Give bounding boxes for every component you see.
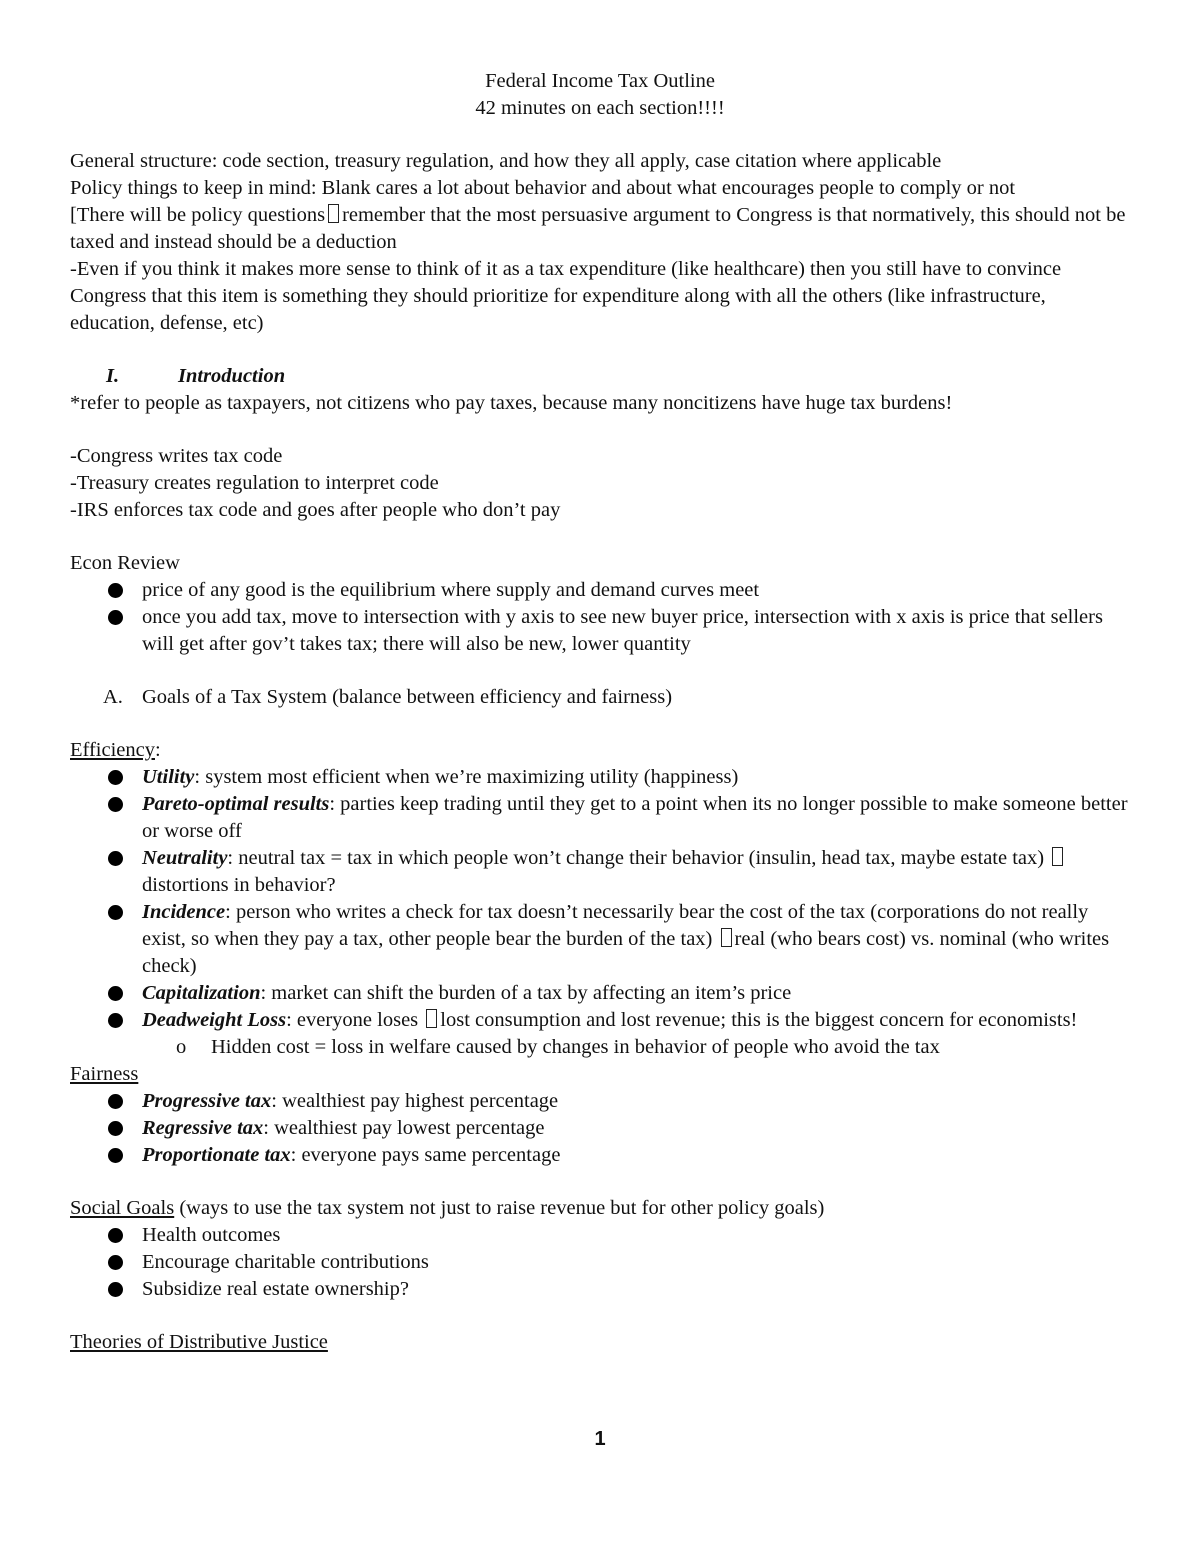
placeholder-glyph-icon (426, 1009, 437, 1028)
role-congress: -Congress writes tax code (70, 445, 283, 467)
bullet-icon (108, 1094, 123, 1109)
fairness-list (70, 1088, 1130, 1169)
bullet-icon (108, 905, 123, 920)
list-item: price of any good is the equilibrium where supply and demand curves meet (70, 577, 1130, 604)
list-item: Progressive tax: wealthiest pay highest percentage (70, 1088, 1130, 1115)
bullet-icon (108, 986, 123, 1001)
list-item: Encourage charitable contributions (70, 1249, 1130, 1276)
sub-bullet-icon: o (176, 1036, 187, 1058)
policy-line: Policy things to keep in mind: Blank cares a lot about behavior and about what encourages people to comply or not (70, 177, 1016, 199)
social-goals-list (70, 1222, 1130, 1303)
list-item: Deadweight Loss: everyone loses lost consumption and lost revenue; this is the biggest concern for economists! (70, 1007, 1130, 1034)
role-irs: -IRS enforces tax code and goes after people who don’t pay (70, 499, 561, 521)
econ-review-list (70, 577, 1130, 658)
document-title: Federal Income Tax Outline (485, 70, 715, 92)
bullet-icon (108, 583, 123, 598)
bullet-icon (108, 1255, 123, 1270)
list-item: Pareto-optimal results: parties keep trading until they get to a point when its no longer possible to make someone better or worse off (70, 791, 1130, 845)
efficiency-heading: Efficiency: (70, 739, 161, 761)
list-item: Utility: system most efficient when we’re maximizing utility (happiness) (70, 764, 1130, 791)
page-number: 1 (594, 1428, 606, 1450)
bullet-icon (108, 1148, 123, 1163)
fairness-heading: Fairness (70, 1063, 139, 1085)
list-item: Subsidize real estate ownership? (70, 1276, 1130, 1303)
section-number: I. (106, 365, 120, 387)
list-item: Regressive tax: wealthiest pay lowest percentage (70, 1115, 1130, 1142)
tax-expenditure-line: -Even if you think it makes more sense to think of it as a tax expenditure (like healthcare) then you still have to convince Congress that this item is something they should prioritize for expenditure along with all the others (like infrastructure, education, defense, etc) (70, 258, 1062, 334)
econ-review-heading: Econ Review (70, 552, 180, 574)
list-item: Capitalization: market can shift the burden of a tax by affecting an item’s price (70, 980, 1130, 1007)
efficiency-list (70, 764, 1130, 1034)
taxpayers-note: *refer to people as taxpayers, not citizens who pay taxes, because many noncitizens have huge tax burdens! (70, 392, 953, 414)
bullet-icon (108, 1013, 123, 1028)
policy-questions-line: [There will be policy questions remember that the most persuasive argument to Congress is that normatively, this should not be taxed and instead should be a deduction (70, 204, 1126, 253)
list-item: Neutrality: neutral tax = tax in which people won’t change their behavior (insulin, head tax, maybe estate tax) distortions in behavior? (70, 845, 1130, 899)
list-letter: A. (103, 686, 123, 708)
document-subtitle: 42 minutes on each section!!!! (475, 97, 725, 119)
bullet-icon (108, 770, 123, 785)
section-heading-introduction (106, 363, 1130, 390)
sub-list-item: o Hidden cost = loss in welfare caused by changes in behavior of people who avoid the tax (70, 1034, 1130, 1061)
placeholder-glyph-icon (328, 204, 339, 223)
list-item: Incidence: person who writes a check for tax doesn’t necessarily bear the cost of the tax (corporations do not really exist, so when they pay a tax, other people bear the burden of the tax) real (who bears cost) vs. nominal (who writes check) (70, 899, 1130, 980)
bullet-icon (108, 1282, 123, 1297)
bullet-icon (108, 797, 123, 812)
bullet-icon (108, 1228, 123, 1243)
list-item: Health outcomes (70, 1222, 1130, 1249)
social-goals-heading: Social Goals (ways to use the tax system not just to raise revenue but for other policy goals) (70, 1197, 825, 1219)
theories-heading: Theories of Distributive Justice (70, 1331, 328, 1353)
placeholder-glyph-icon (1052, 847, 1063, 866)
document-page (70, 68, 1130, 1356)
list-item: Proportionate tax: everyone pays same percentage (70, 1142, 1130, 1169)
goals-heading: A. Goals of a Tax System (balance between efficiency and fairness) (70, 684, 1130, 711)
bullet-icon (108, 851, 123, 866)
bullet-icon (108, 1121, 123, 1136)
section-title: Introduction (178, 365, 286, 387)
list-item: once you add tax, move to intersection with y axis to see new buyer price, intersection with x axis is price that sellers will get after gov’t takes tax; there will also be new, lower quantity (70, 604, 1130, 658)
general-structure-line: General structure: code section, treasury regulation, and how they all apply, case citation where applicable (70, 150, 942, 172)
placeholder-glyph-icon (721, 928, 732, 947)
role-treasury: -Treasury creates regulation to interpret code (70, 472, 439, 494)
bullet-icon (108, 610, 123, 625)
